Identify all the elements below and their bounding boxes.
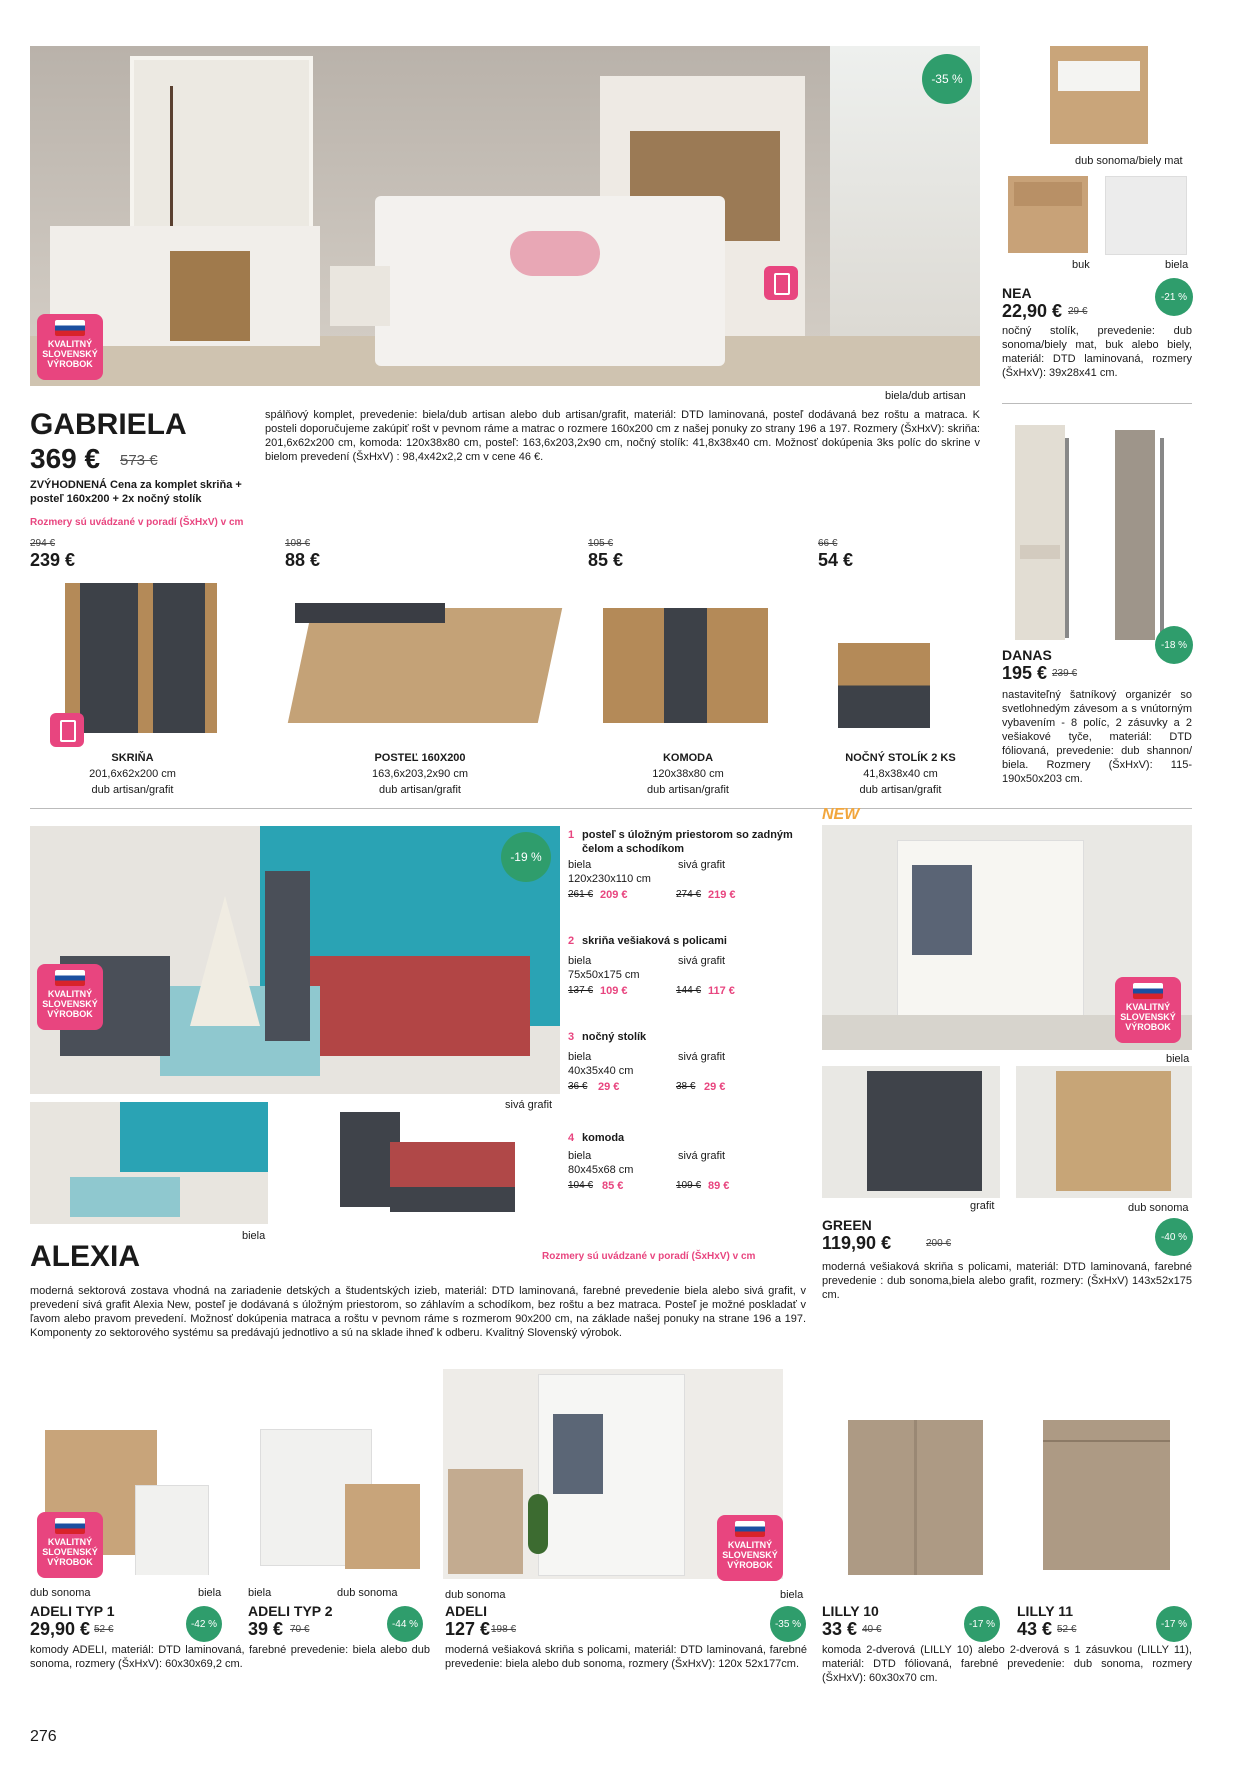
adeli1-price: 29,90 €: [30, 1619, 91, 1639]
item-dims: 163,6x203,2x90 cm: [371, 768, 468, 780]
lilly11-title: LILLY 11: [1017, 1603, 1074, 1619]
adeli1-discount-badge: -42 %: [186, 1606, 222, 1642]
green-discount-badge: -40 %: [1155, 1218, 1193, 1256]
gabriela-photo: [30, 46, 980, 386]
item-price-2: 89 €: [708, 1180, 730, 1192]
item-dims: 41,8x38x40 cm: [863, 768, 938, 780]
item-variant-1: biela: [568, 1051, 592, 1063]
adeli-caption-1: dub sonoma: [445, 1589, 506, 1601]
item-variant: dub artisan/grafit: [91, 784, 174, 796]
adeli-discount-badge: -35 %: [770, 1606, 806, 1642]
green-caption-biela: biela: [1166, 1053, 1190, 1065]
nea-caption-biela: biela: [1165, 259, 1189, 271]
item-price-1: 109 €: [600, 985, 628, 997]
item-dims: 80x45x68 cm: [568, 1164, 634, 1176]
item-number: 4: [568, 1132, 575, 1144]
item-number: 3: [568, 1031, 575, 1043]
green-photo-grafit: [822, 1066, 1000, 1198]
item-old-price-2: 109 €: [676, 1180, 702, 1191]
quality-badge: KVALITNÝ SLOVENSKÝ VÝROBOK: [37, 964, 103, 1030]
alexia-item-1[interactable]: [568, 828, 803, 924]
item-name: POSTEĽ 160X200: [374, 752, 466, 764]
alexia-discount-badge: -19 %: [501, 832, 551, 882]
nea-photo-biela: [1105, 176, 1187, 255]
item-variant-2: sivá grafit: [678, 955, 726, 967]
adeli-wardrobe-description: moderná vešiaková skriňa s policami, materiál: DTD laminovaná, farebné prevedenie: biela alebo dub sonoma, rozmery (ŠxHxV): 120x 52x177cm.: [445, 1644, 807, 1670]
danas-discount-badge: -18 %: [1155, 626, 1193, 664]
adeli-price: 127 €: [445, 1619, 491, 1639]
alexia-photo-small: [30, 1102, 268, 1224]
item-name: komoda: [582, 1132, 625, 1144]
divider: [30, 808, 1192, 809]
lilly10-discount-badge: -17 %: [964, 1606, 1000, 1642]
nea-price: 22,90 €: [1002, 301, 1063, 321]
item-variant-2: sivá grafit: [678, 1051, 726, 1063]
gabriela-note: Rozmery sú uvádzané v poradí (ŠxHxV) v cm: [30, 517, 244, 528]
gabriela-item-1[interactable]: [30, 538, 235, 798]
photo-caption: biela/dub artisan: [885, 390, 966, 402]
item-old-price: 66 €: [818, 538, 838, 549]
item-number: 2: [568, 935, 575, 947]
lilly11-image: [1043, 1420, 1170, 1570]
adeli2-title: ADELI TYP 2: [248, 1603, 333, 1619]
item-variant-2: sivá grafit: [678, 1150, 726, 1162]
gabriela-item-3[interactable]: [588, 538, 788, 798]
adeli1-caption-1: dub sonoma: [30, 1587, 91, 1599]
item-old-price: 105 €: [588, 538, 614, 549]
adeli2-old-price: 70 €: [290, 1624, 310, 1635]
adeli2-discount-badge: -44 %: [387, 1606, 423, 1642]
item-number: 1: [568, 829, 575, 841]
info-icon[interactable]: [50, 713, 84, 747]
item-variant-1: biela: [568, 1150, 592, 1162]
bed-image: [288, 608, 562, 723]
nea-photo-buk: [1008, 176, 1088, 253]
lilly11-old-price: 52 €: [1057, 1624, 1077, 1635]
alexia-title: ALEXIA: [30, 1240, 141, 1273]
item-name: nočný stolík: [582, 1031, 647, 1043]
green-caption-grafit: grafit: [970, 1200, 995, 1212]
nightstand-image: [838, 643, 930, 728]
item-name: KOMODA: [662, 752, 714, 764]
gabriela-promo: ZVÝHODNENÁ Cena za komplet skriňa + posteľ 160x200 + 2x nočný stolík: [30, 479, 242, 505]
lilly10-old-price: 40 €: [862, 1624, 882, 1635]
item-dims: 40x35x40 cm: [568, 1065, 634, 1077]
lilly11-price: 43 €: [1017, 1619, 1053, 1639]
item-price-2: 219 €: [708, 889, 736, 901]
item-variant-2: sivá grafit: [678, 859, 726, 871]
info-icon[interactable]: [764, 266, 798, 300]
adeli1-old-price: 52 €: [94, 1624, 114, 1635]
wardrobe-image: [65, 583, 217, 733]
item-dims: 120x38x80 cm: [652, 768, 724, 780]
item-price-1: 209 €: [600, 889, 628, 901]
adeli2-caption-2: dub sonoma: [337, 1587, 398, 1599]
green-old-price: 200 €: [926, 1238, 952, 1249]
lilly-description: komoda 2-dverová (LILLY 10) alebo 2-dverová s 1 zásuvkou (LILLY 11), materiál: DTD fóliovaná, farebné prevedenie: dub sonoma, rozmery (ŠxHxV): 60x30x70 cm.: [822, 1644, 1192, 1684]
item-price-1: 85 €: [602, 1180, 624, 1192]
nea-photo-main: [1050, 46, 1148, 146]
item-price-2: 117 €: [708, 985, 735, 997]
item-old-price: 108 €: [285, 538, 311, 549]
item-old-price-1: 261 €: [568, 889, 594, 900]
green-title: GREEN: [822, 1217, 872, 1233]
item-price-2: 29 €: [704, 1081, 726, 1093]
gabriela-item-4[interactable]: [818, 538, 983, 798]
item-old-price-1: 137 €: [568, 985, 594, 996]
item-variant-1: biela: [568, 955, 592, 967]
alexia-item-3[interactable]: [568, 1030, 803, 1118]
new-label: NEW: [822, 806, 860, 823]
lilly10-title: LILLY 10: [822, 1603, 879, 1619]
danas-description: nastaviteľný šatníkový organizér so svetlohnedým závesom a s vnútorným vybavením - 8 políc, 2 zásuvky a 2 vešiakové tyče, materiál: DTD fóliovaná, prevedenie: dub shannon/ biela. Rozmery (ŠxHxV): 115-190x50x203 cm.: [1002, 689, 1192, 785]
nea-discount-badge: -21 %: [1155, 278, 1193, 316]
item-dims: 75x50x175 cm: [568, 969, 640, 981]
green-photo-sonoma: [1016, 1066, 1192, 1198]
item-old-price-1: 36 €: [568, 1081, 588, 1092]
lilly11-discount-badge: -17 %: [1156, 1606, 1192, 1642]
item-dims: 201,6x62x200 cm: [89, 768, 176, 780]
gabriela-price: 369 €: [30, 443, 101, 474]
quality-badge: KVALITNÝ SLOVENSKÝ VÝROBOK: [717, 1515, 783, 1581]
item-old-price: 294 €: [30, 538, 56, 549]
nea-old-price: 29 €: [1068, 306, 1088, 317]
discount-badge: -35 %: [922, 54, 972, 104]
page-number: 276: [30, 1728, 57, 1745]
item-price: 85 €: [588, 550, 624, 570]
item-old-price-2: 144 €: [676, 985, 702, 996]
gabriela-item-2[interactable]: [285, 538, 555, 798]
alexia-bed-image: [340, 1112, 515, 1217]
item-variant: dub artisan/grafit: [379, 784, 461, 796]
gabriela-old-price: 573 €: [120, 452, 158, 469]
quality-badge: KVALITNÝ SLOVENSKÝ VÝROBOK: [1115, 977, 1181, 1043]
danas-title: DANAS: [1002, 647, 1052, 663]
danas-price: 195 €: [1002, 663, 1048, 683]
adeli-old-price: 198 €: [491, 1624, 517, 1635]
item-price: 239 €: [30, 550, 76, 570]
alexia-item-4[interactable]: [568, 1131, 803, 1219]
green-price: 119,90 €: [822, 1233, 892, 1253]
item-price: 88 €: [285, 550, 321, 570]
green-description: moderná vešiaková skriňa s policami, materiál: DTD laminovaná, farebné prevedenie : dub sonoma,biela alebo grafit, rozmery: (ŠxHxV) 143x52x175 cm.: [822, 1261, 1192, 1301]
nea-description: nočný stolík, prevedenie: dub sonoma/biely mat, buk alebo biely, materiál: DTD laminovaná, rozmery (ŠxHxV): 39x28x41 cm.: [1002, 325, 1192, 379]
lilly10-price: 33 €: [822, 1619, 858, 1639]
gabriela-description: spálňový komplet, prevedenie: biela/dub artisan alebo dub artisan/grafit, materiál: DTD laminovaná, posteľ dodávaná bez roštu a matraca. K posteli doporučujeme zakúpiť rošt v pevnom ráme a matrac o rozmere 160x200 cm z našej ponuky zo strany 196 a 197. Rozmery (ŠxHxV): skriňa: 201,6x62x200 cm, komoda: 120x38x80 cm, posteľ: 163,6x203,2x90 cm, nočný stolík: 41,8x38x40 cm. Možnosť dokúpenia 3ks políc do skrine v bielom prevedení (ŠxHxV) : 98,4x42x2,2 cm v cene 46 €.: [265, 409, 980, 463]
nea-caption-buk: buk: [1072, 259, 1090, 271]
nea-title: NEA: [1002, 285, 1032, 301]
lilly10-image: [848, 1420, 983, 1575]
adeli2-caption-1: biela: [248, 1587, 272, 1599]
alexia-note: Rozmery sú uvádzané v poradí (ŠxHxV) v cm: [542, 1251, 756, 1262]
item-variant: dub artisan/grafit: [647, 784, 729, 796]
adeli1-title: ADELI TYP 1: [30, 1603, 115, 1619]
item-price-1: 29 €: [598, 1081, 620, 1093]
alexia-caption-biela: biela: [242, 1230, 266, 1242]
item-variant: dub artisan/grafit: [859, 784, 942, 796]
adeli2-image: [255, 1424, 430, 1579]
item-old-price-2: 274 €: [676, 889, 702, 900]
alexia-caption-grafit: sivá grafit: [505, 1099, 553, 1111]
green-caption-sonoma: dub sonoma: [1128, 1202, 1189, 1214]
nea-caption-top: dub sonoma/biely mat: [1075, 155, 1183, 167]
item-dims: 120x230x110 cm: [568, 873, 651, 885]
adeli-title: ADELI: [445, 1603, 487, 1619]
gabriela-title: GABRIELA: [30, 408, 187, 441]
danas-photo: [1010, 420, 1190, 650]
alexia-photo-main: [30, 826, 560, 1094]
adeli1-caption-2: biela: [198, 1587, 222, 1599]
dresser-image: [603, 608, 768, 723]
item-name: NOČNÝ STOLÍK 2 KS: [845, 752, 956, 764]
item-variant-1: biela: [568, 859, 592, 871]
divider: [1002, 403, 1192, 404]
quality-badge: KVALITNÝ SLOVENSKÝ VÝROBOK: [37, 314, 103, 380]
alexia-description: moderná sektorová zostava vhodná na zariadenie detských a študentských izieb, materiál: DTD laminovaná, farebné prevedenie biela alebo sivá grafit, v prevedení sivá grafit Alexia New, posteľ je dodávaná s úložným priestorom, so záhlavím a schodíkom, bez roštu a bez matraca. Posteľ je možné poskladať v ľavom alebo pravom prevedení. Možnosť dokúpenia matraca a roštu v pevnom ráme s rozmerom 90x200 cm, na základe našej ponuky na strane 196 a 197. Komponenty zo sektorového systému sa predávajú jednotlivo a sú na sklade ihneď k odberu. Kvalitný Slovenský výrobok.: [30, 1285, 806, 1339]
item-name: SKRIŇA: [111, 752, 154, 764]
item-name: posteľ s úložným priestorom so zadným čelom a schodíkom: [582, 829, 793, 855]
item-name: skriňa vešiaková s policami: [582, 935, 727, 947]
adeli-description: komody ADELI, materiál: DTD laminovaná, farebné prevedenie: biela alebo dub sonoma, rozmery (ŠxHxV): 60x30x69,2 cm.: [30, 1644, 430, 1670]
alexia-item-2[interactable]: [568, 934, 803, 1022]
item-price: 54 €: [818, 550, 854, 570]
item-old-price-2: 38 €: [676, 1081, 696, 1092]
danas-old-price: 239 €: [1052, 668, 1078, 679]
item-old-price-1: 104 €: [568, 1180, 594, 1191]
adeli2-price: 39 €: [248, 1619, 284, 1639]
quality-badge: KVALITNÝ SLOVENSKÝ VÝROBOK: [37, 1512, 103, 1578]
adeli-caption-2: biela: [780, 1589, 804, 1601]
